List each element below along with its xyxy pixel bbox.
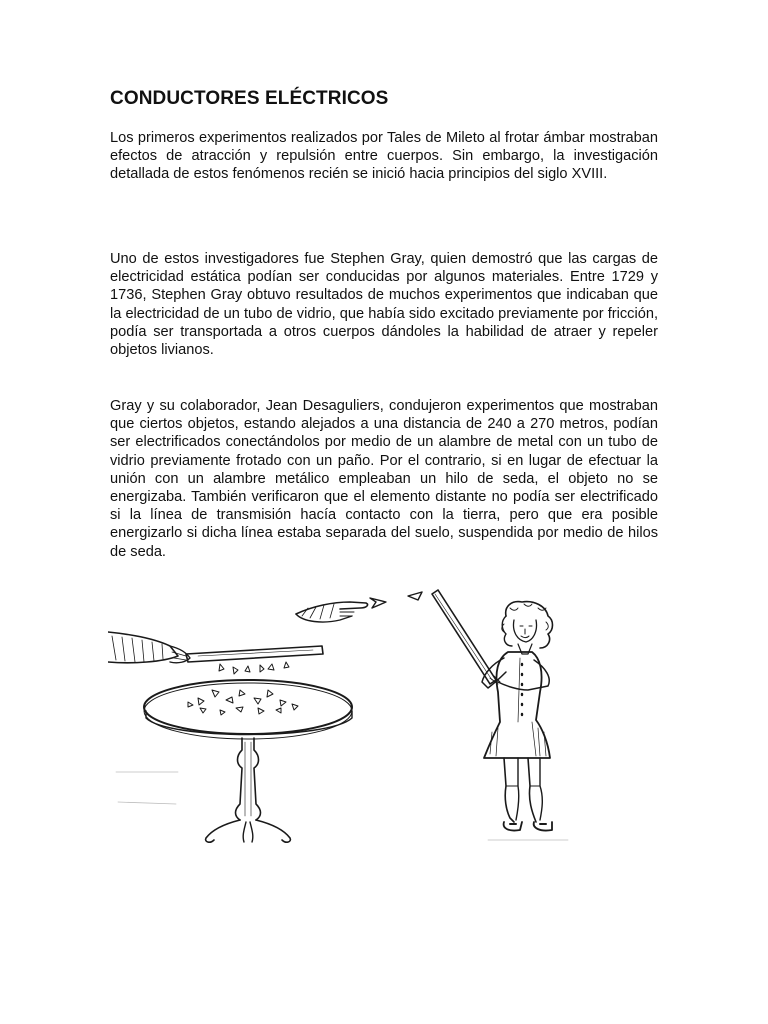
engraving-image (108, 572, 603, 857)
round-table (144, 680, 352, 842)
man-with-glass-tube (432, 590, 553, 831)
left-hand-with-rod (108, 632, 323, 674)
engraving-ground-marks (116, 772, 568, 840)
paragraph-stephen-gray: Uno de estos investigadores fue Stephen Gray, quien demostró que las cargas de electricidad estática podían ser conducidas por algunos materiales. Entre 1729 y 1736, Stephen Gray obtuvo resultados de muchos experimentos que indicaban que la electricidad de un tubo de vidrio, que había sido excitado previamente por fricción, podía ser transportada a otros cuerpos dándoles la habilidad de atraer y repeler objetos livianos. (110, 251, 658, 359)
page-title: CONDUCTORES ELÉCTRICOS (110, 88, 389, 109)
engraving-illustration (108, 572, 603, 857)
pointing-hand (296, 592, 422, 622)
paragraph-desaguliers: Gray y su colaborador, Jean Desaguliers, condujeron experimentos que mostraban que ciertos objetos, estando alejados a una distancia de 240 a 270 metros, podían ser electrificados conectándolos por medio de un alambre de metal con un tubo de vidrio previamente frotado con un paño. Por el contrario, si en lugar de efectuar la unión con un alambre metálico empleaban un hilo de seda, el objeto no se energizaba. También verificaron que el elemento distante no podía ser electrificado si la línea de transmisión hacía contacto con la tierra, pero que era posible energizarlo si dicha línea estaba separada del suelo, suspendida por medio de hilos de seda. (110, 398, 658, 560)
paragraph-intro: Los primeros experimentos realizados por Tales de Mileto al frotar ámbar mostraban efectos de atracción y repulsión entre cuerpos. Sin embargo, la investigación detallada de estos fenómenos recién se inició hacia principios del siglo XVIII. (110, 130, 658, 183)
